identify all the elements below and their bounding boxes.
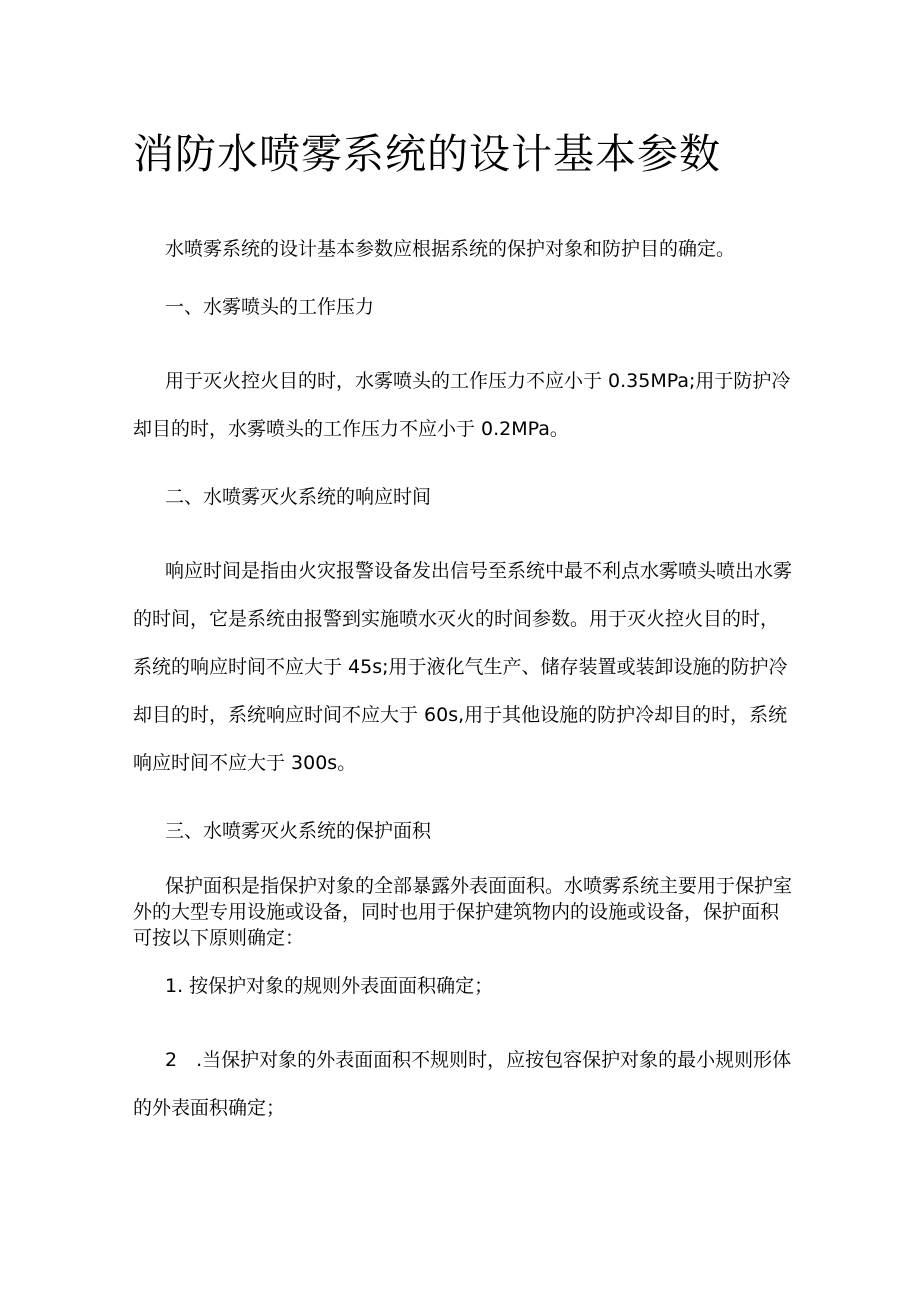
section-heading-2: 二、水喷雾灭火系统的响应时间 [165,486,432,508]
page-title: 消防水喷雾系统的设计基本参数 [133,130,721,178]
section-text-3: 保护面积是指保护对象的全部暴露外表面面积。水喷雾系统主要用于保护室外的大型专用设施或设备，同时也用于保护建筑物内的设施或设备，保护面积可按以下原则确定： [133,875,793,949]
section-heading-3: 三、水喷雾灭火系统的保护面积 [165,820,432,842]
section-text-1: 用于灭火控火目的时，水雾喷头的工作压力不应小于 0.35MPa;用于防护冷却目的时，水雾喷头的工作压力不应小于 0.2MPa。 [133,370,791,440]
list-item-2: 2 .当保护对象的外表面面积不规则时，应按包容保护对象的最小规则形体的外表面积确定； [133,1049,792,1119]
intro-paragraph: 水喷雾系统的设计基本参数应根据系统的保护对象和防护目的确定。 [165,238,736,260]
list-item-1: 1. 按保护对象的规则外表面面积确定； [165,975,494,997]
section-heading-1: 一、水雾喷头的工作压力 [165,296,375,318]
section-text-2: 响应时间是指由火灾报警设备发出信号至系统中最不利点水雾喷头喷出水雾的时间，它是系统由报警到实施喷水灭火的时间参数。用于灭火控火目的时，系统的响应时间不应大于 45s;用于液化气生产、储存装置或装卸设施的防护冷却目的时，系统响应时间不应大于 60s,用于其他设施的防护冷却目的时，系统响应时间不应大于 300s。 [133,560,793,774]
